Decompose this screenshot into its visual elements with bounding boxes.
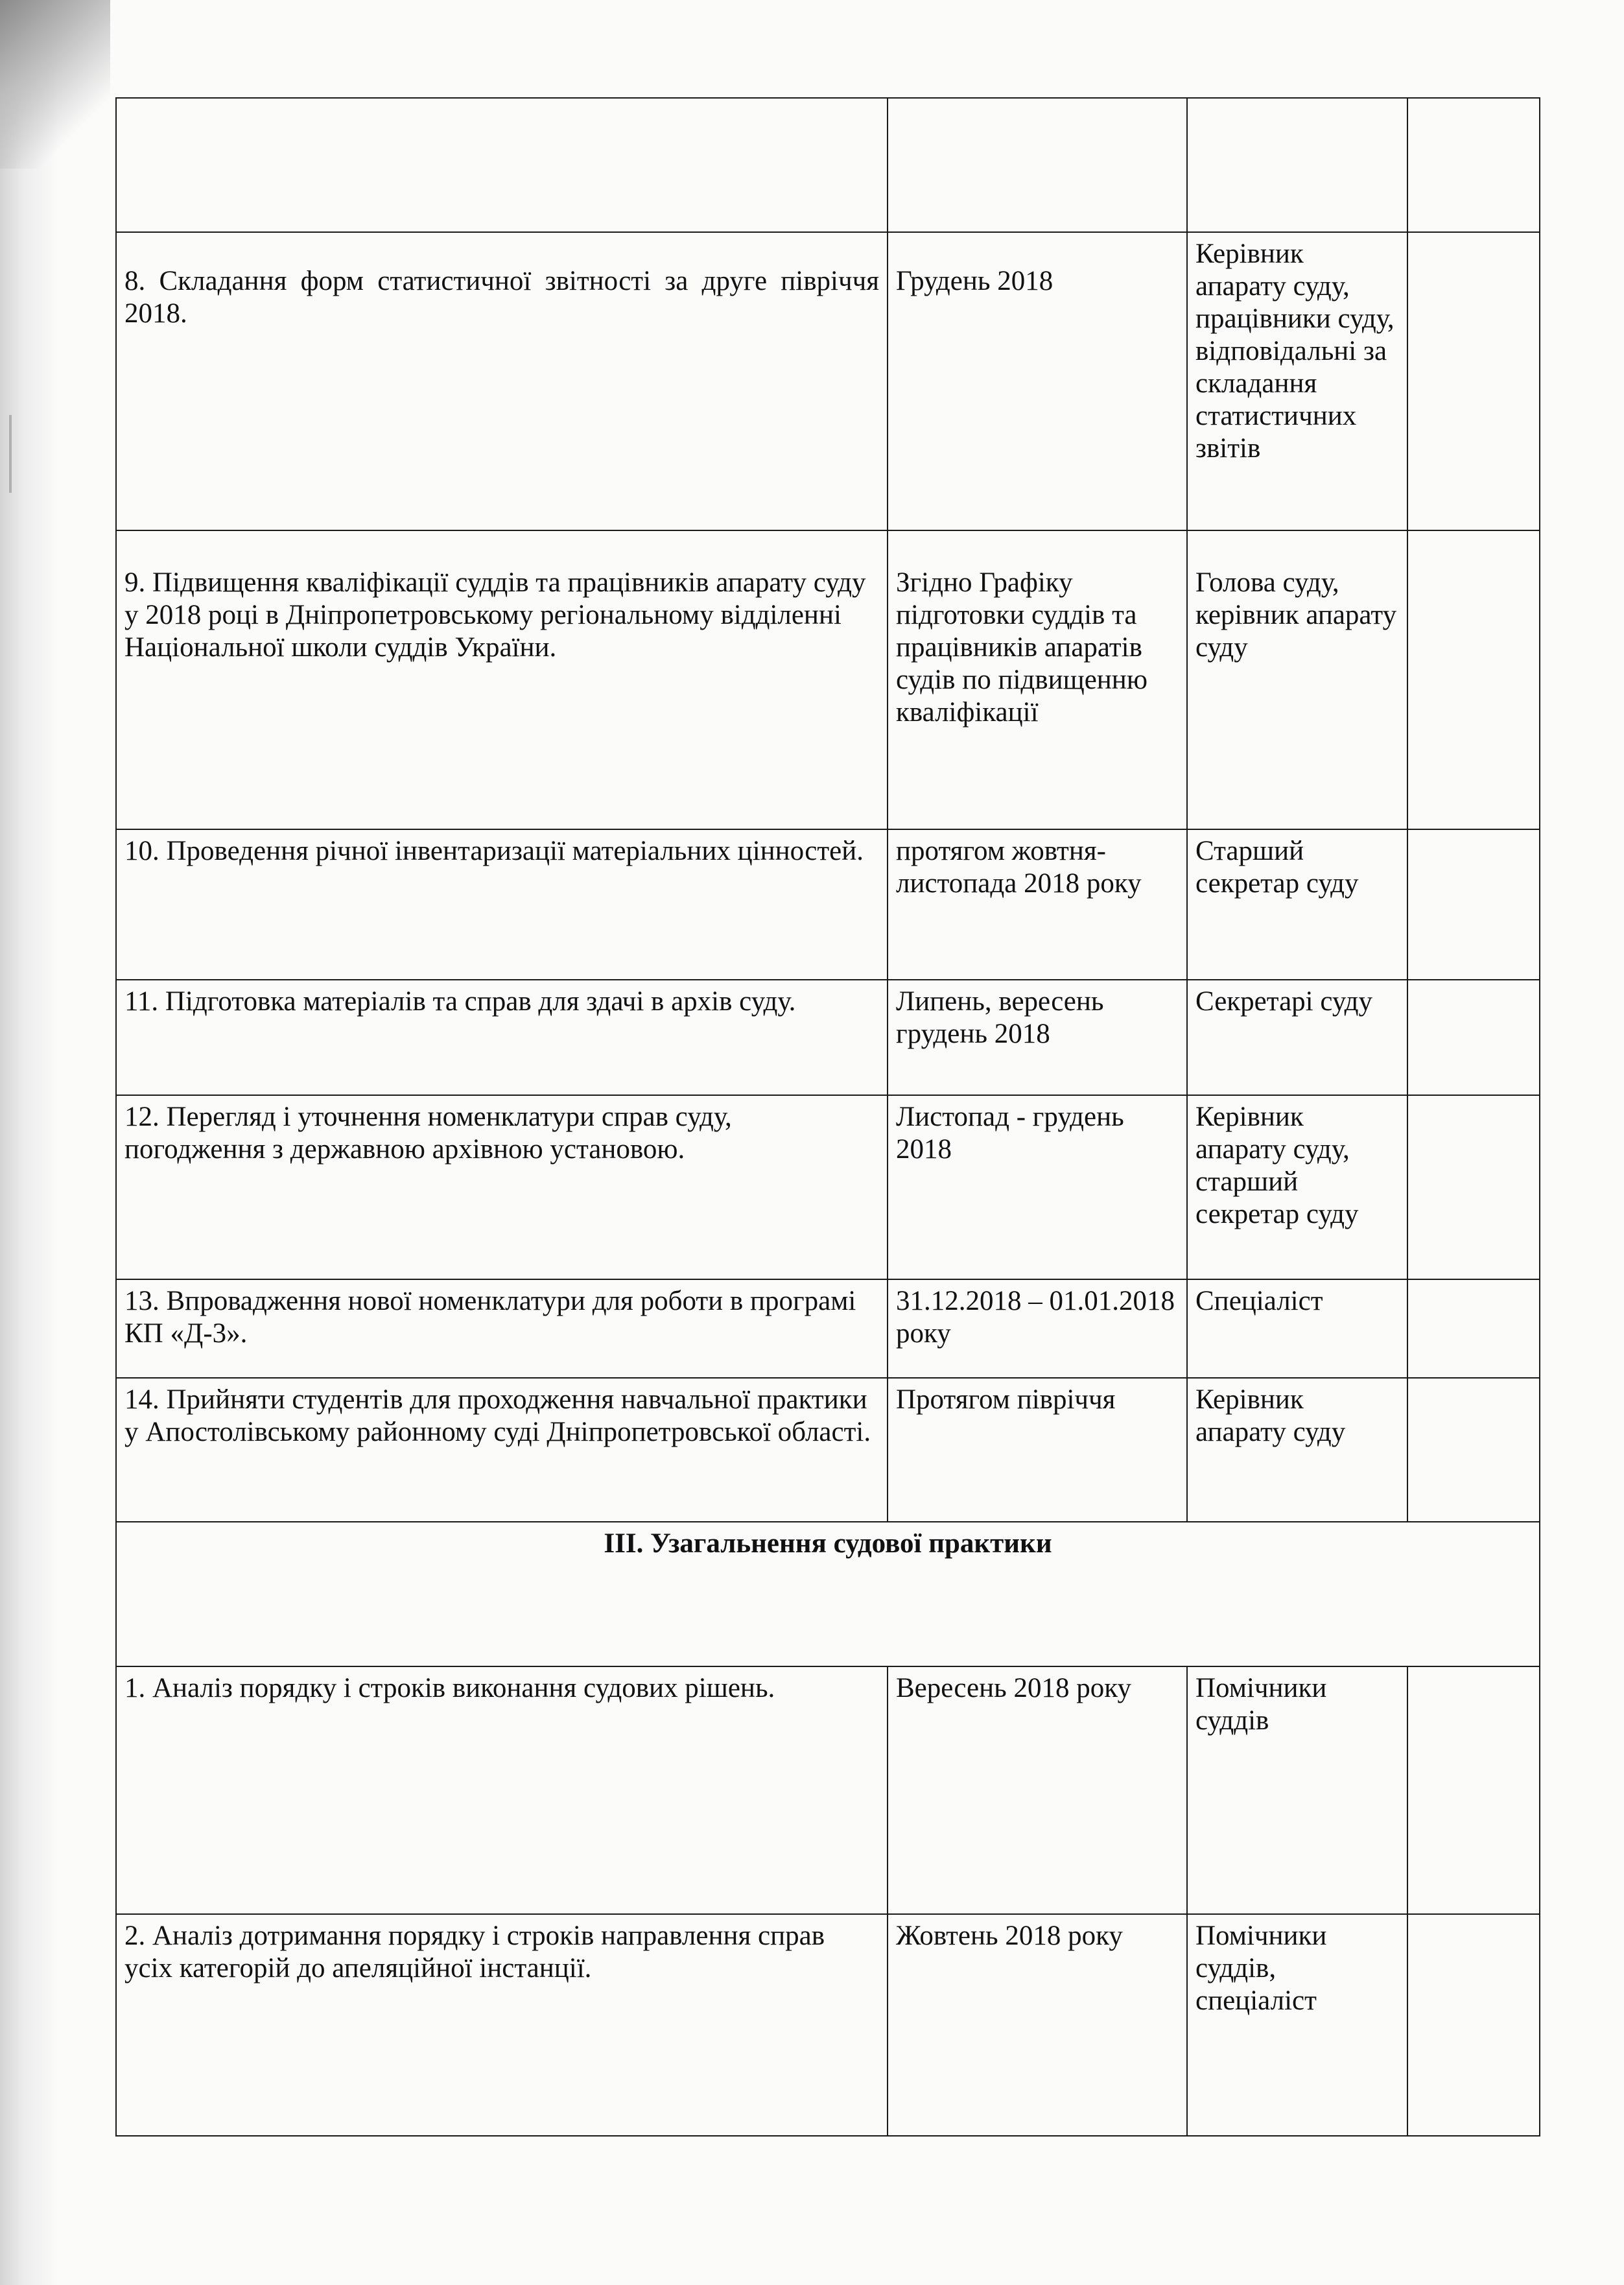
task-cell: 14. Прийняти студентів для проходження навчальної практики у Апостолівському районному суді Дніпропетровської області.	[116, 1378, 888, 1522]
task-cell: 11. Підготовка матеріалів та справ для здачі в архів суду.	[116, 980, 888, 1095]
note-cell	[1407, 1095, 1540, 1279]
note-cell	[1407, 232, 1540, 530]
task-cell: 2. Аналіз дотримання порядку і строків направлення справ усіх категорій до апеляційної інстанції.	[116, 1914, 888, 2136]
responsible-cell: Керівник апарату суду	[1187, 1378, 1407, 1522]
table-row	[116, 1666, 1540, 1914]
scan-corner-shadow	[0, 0, 110, 169]
table-row	[116, 530, 1540, 829]
table-row	[116, 829, 1540, 980]
note-cell	[1407, 1378, 1540, 1522]
task-cell: 9. Підвищення кваліфікації суддів та працівників апарату суду у 2018 році в Дніпропетровському регіональному відділенні Національної школи суддів України.	[116, 530, 888, 829]
responsible-cell: Секретарі суду	[1187, 980, 1407, 1095]
term-cell: Вересень 2018 року	[888, 1666, 1187, 1914]
responsible-cell: Керівник апарату суду, старший секретар суду	[1187, 1095, 1407, 1279]
section-row	[116, 1522, 1540, 1666]
work-plan-table	[115, 97, 1540, 2137]
term-cell: Протягом півріччя	[888, 1378, 1187, 1522]
term-cell: протягом жовтня-листопада 2018 року	[888, 829, 1187, 980]
responsible-cell: Голова суду, керівник апарату суду	[1187, 530, 1407, 829]
scan-left-shadow	[0, 0, 58, 2285]
responsible-cell: Помічники суддів, спеціаліст	[1187, 1914, 1407, 2136]
table-row	[116, 980, 1540, 1095]
task-cell	[116, 98, 888, 232]
task-cell: 8. Складання форм статистичної звітності за друге півріччя 2018.	[116, 232, 888, 530]
table-row	[116, 1279, 1540, 1378]
task-cell: 12. Перегляд і уточнення номенклатури справ суду, погодження з державною архівною установою.	[116, 1095, 888, 1279]
table-row	[116, 98, 1540, 232]
term-cell: 31.12.2018 – 01.01.2018 року	[888, 1279, 1187, 1378]
note-cell	[1407, 530, 1540, 829]
task-cell: 13. Впровадження нової номенклатури для роботи в програмі КП «Д-3».	[116, 1279, 888, 1378]
responsible-cell: Керівник апарату суду, працівники суду, відповідальні за складання статистичних звітів	[1187, 232, 1407, 530]
note-cell	[1407, 98, 1540, 232]
note-cell	[1407, 980, 1540, 1095]
table-row	[116, 1095, 1540, 1279]
term-cell: Липень, вересень грудень 2018	[888, 980, 1187, 1095]
term-cell: Листопад - грудень 2018	[888, 1095, 1187, 1279]
section-title: III. Узагальнення судової практики	[116, 1522, 1540, 1666]
note-cell	[1407, 1279, 1540, 1378]
table-row	[116, 232, 1540, 530]
term-cell: Грудень 2018	[888, 232, 1187, 530]
scan-margin-mark	[9, 415, 12, 493]
task-cell: 10. Проведення річної інвентаризації матеріальних цінностей.	[116, 829, 888, 980]
responsible-cell: Спеціаліст	[1187, 1279, 1407, 1378]
table-row	[116, 1914, 1540, 2136]
term-cell: Жовтень 2018 року	[888, 1914, 1187, 2136]
note-cell	[1407, 1914, 1540, 2136]
task-cell: 1. Аналіз порядку і строків виконання судових рішень.	[116, 1666, 888, 1914]
responsible-cell: Помічники суддів	[1187, 1666, 1407, 1914]
table-row	[116, 1378, 1540, 1522]
responsible-cell	[1187, 98, 1407, 232]
term-cell	[888, 98, 1187, 232]
note-cell	[1407, 1666, 1540, 1914]
responsible-cell: Старший секретар суду	[1187, 829, 1407, 980]
term-cell: Згідно Графіку підготовки суддів та працівників апаратів судів по підвищенню кваліфікації	[888, 530, 1187, 829]
note-cell	[1407, 829, 1540, 980]
